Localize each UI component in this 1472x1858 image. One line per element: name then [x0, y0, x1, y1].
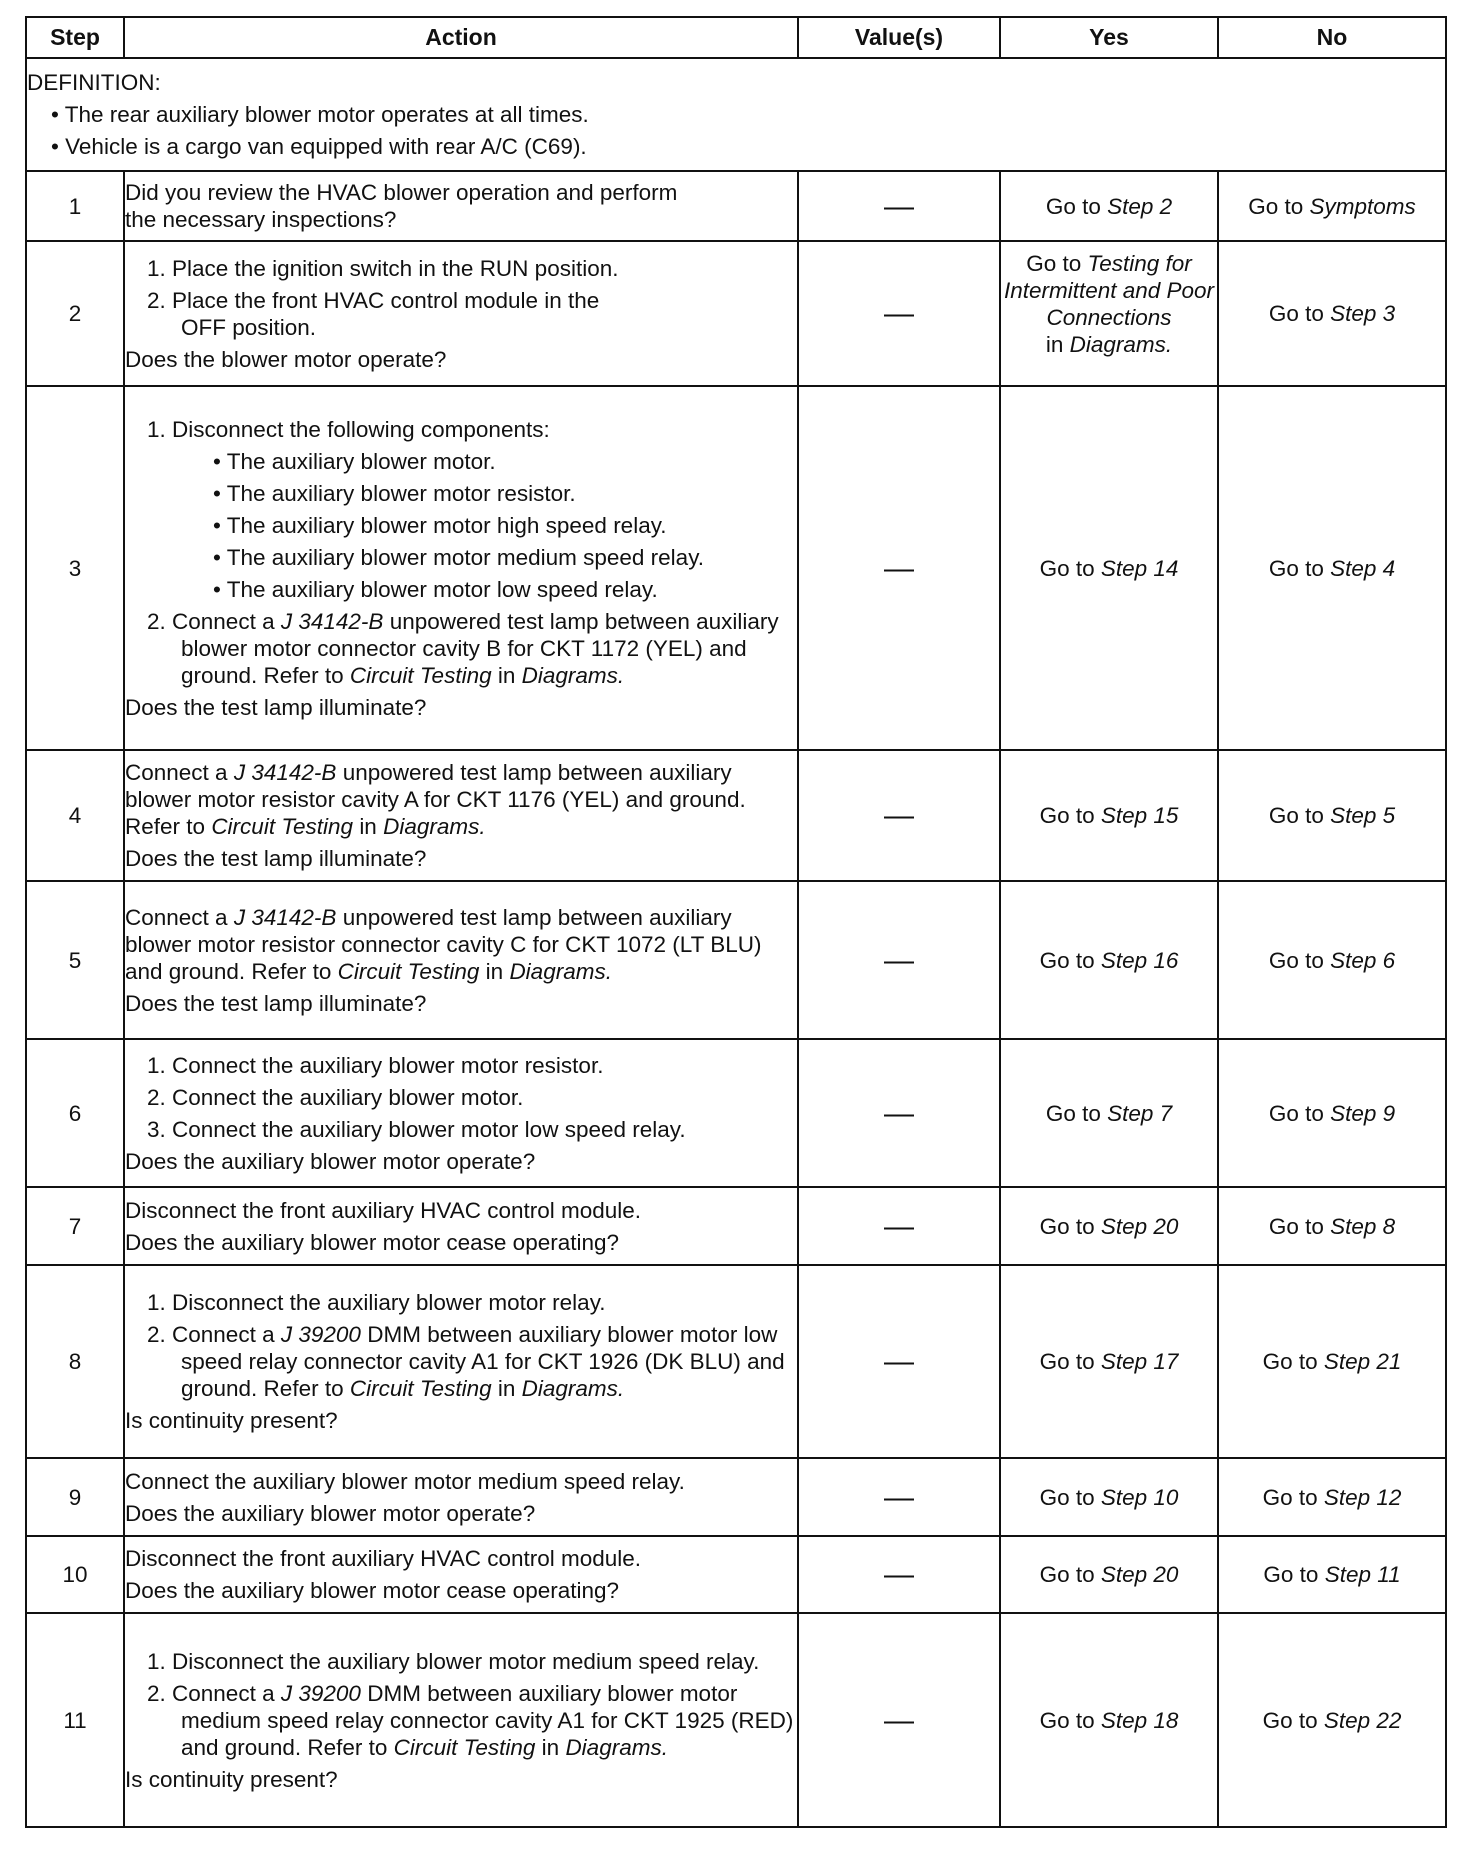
yes-link[interactable]: Step 16	[1100, 947, 1179, 973]
no-link[interactable]: Step 12	[1323, 1484, 1402, 1510]
action-cell: 1. Connect the auxiliary blower motor resistor. 2. Connect the auxiliary blower motor. 3. Connect the auxiliary blower motor low speed relay. Does the auxiliary blower motor operate?	[124, 1039, 798, 1187]
header-action: Action	[124, 17, 798, 58]
no-link[interactable]: Step 4	[1330, 555, 1396, 581]
table-row	[26, 386, 1446, 750]
step-number: 11	[26, 1613, 124, 1827]
step-number: 4	[26, 750, 124, 881]
step-number: 8	[26, 1265, 124, 1458]
header-step: Step	[26, 17, 124, 58]
action-cell: Connect a J 34142-B unpowered test lamp between auxiliary blower motor resistor cavity A for CKT 1176 (YEL) and ground. Refer to Circuit Testing in Diagrams. Does the test lamp illuminate?	[124, 750, 798, 881]
definition-bullet: • Vehicle is a cargo van equipped with rear A/C (C69).	[51, 134, 587, 159]
header-no: No	[1218, 17, 1446, 58]
yes-cell: Go to Step 20	[1000, 1187, 1218, 1265]
no-link[interactable]: Step 5	[1330, 803, 1396, 828]
value-cell: —	[798, 1039, 1000, 1187]
value-cell: —	[798, 1265, 1000, 1458]
step-number: 10	[26, 1536, 124, 1613]
step-number: 9	[26, 1458, 124, 1536]
value-cell: —	[798, 1536, 1000, 1613]
no-link[interactable]: Step 9	[1330, 1100, 1396, 1126]
yes-cell: Go to Step 10	[1000, 1458, 1218, 1536]
yes-link[interactable]: Step 14	[1100, 555, 1179, 581]
no-link[interactable]: Step 8	[1330, 1213, 1396, 1239]
no-cell: Go to Step 3	[1218, 241, 1446, 386]
value-cell: —	[798, 1187, 1000, 1265]
yes-cell: Go to Step 18	[1000, 1613, 1218, 1827]
action-cell: 1. Disconnect the auxiliary blower motor relay. 2. Connect a J 39200 DMM between auxiliary blower motor low speed relay connector cavity A1 for CKT 1926 (DK BLU) and ground. Refer to Circuit Testing in Diagrams. Is continuity present?	[124, 1265, 798, 1458]
step-number: 6	[26, 1039, 124, 1187]
yes-link[interactable]: Step 7	[1107, 1100, 1173, 1126]
no-cell: Go to Step 9	[1218, 1039, 1446, 1187]
value-cell: —	[798, 1613, 1000, 1827]
action-cell: Disconnect the front auxiliary HVAC control module. Does the auxiliary blower motor cease operating?	[124, 1187, 798, 1265]
table-row	[26, 750, 1446, 881]
step-number: 1	[26, 171, 124, 241]
no-cell: Go to Symptoms	[1218, 171, 1446, 241]
value-cell: —	[798, 750, 1000, 881]
action-cell: Connect the auxiliary blower motor medium speed relay. Does the auxiliary blower motor operate?	[124, 1458, 798, 1536]
no-cell: Go to Step 4	[1218, 386, 1446, 750]
table-row	[26, 1187, 1446, 1265]
definition-title: DEFINITION:	[27, 70, 161, 95]
action-cell: Did you review the HVAC blower operation and perform the necessary inspections?	[124, 171, 798, 241]
action-cell: Disconnect the front auxiliary HVAC control module. Does the auxiliary blower motor cease operating?	[124, 1536, 798, 1613]
no-link[interactable]: Step 22	[1323, 1707, 1402, 1733]
yes-link[interactable]: Step 17	[1100, 1349, 1179, 1374]
table-row	[26, 1536, 1446, 1613]
no-link[interactable]: Step 6	[1330, 947, 1396, 973]
header-values: Value(s)	[798, 17, 1000, 58]
diagnostic-table	[25, 16, 1447, 1828]
header-yes: Yes	[1000, 17, 1218, 58]
step-number: 7	[26, 1187, 124, 1265]
yes-link[interactable]: Step 15	[1100, 803, 1179, 828]
definition-bullet: • The rear auxiliary blower motor operates at all times.	[51, 102, 589, 127]
table-row	[26, 1613, 1446, 1827]
yes-cell: Go to Testing for Intermittent and Poor Connections in Diagrams.	[1000, 241, 1218, 386]
value-cell: —	[798, 881, 1000, 1039]
yes-cell: Go to Step 2	[1000, 171, 1218, 241]
yes-link[interactable]: Testing for Intermittent and Poor Connections	[1003, 251, 1215, 330]
no-cell: Go to Step 11	[1218, 1536, 1446, 1613]
value-cell: —	[798, 1458, 1000, 1536]
step-number: 3	[26, 386, 124, 750]
table-row	[26, 241, 1446, 386]
yes-cell: Go to Step 15	[1000, 750, 1218, 881]
no-cell: Go to Step 12	[1218, 1458, 1446, 1536]
step-number: 5	[26, 881, 124, 1039]
action-cell: 1. Place the ignition switch in the RUN position. 2. Place the front HVAC control module in the OFF position. Does the blower motor operate?	[124, 241, 798, 386]
yes-link[interactable]: Step 2	[1107, 193, 1173, 219]
yes-cell: Go to Step 7	[1000, 1039, 1218, 1187]
table-row	[26, 1039, 1446, 1187]
no-link[interactable]: Step 21	[1323, 1349, 1402, 1374]
yes-cell: Go to Step 16	[1000, 881, 1218, 1039]
no-link[interactable]: Symptoms	[1309, 193, 1416, 219]
table-row	[26, 1265, 1446, 1458]
no-cell: Go to Step 8	[1218, 1187, 1446, 1265]
no-link[interactable]: Step 3	[1330, 301, 1396, 326]
yes-cell: Go to Step 20	[1000, 1536, 1218, 1613]
definition-row	[26, 58, 1446, 171]
definition-cell	[26, 58, 1446, 171]
no-cell: Go to Step 21	[1218, 1265, 1446, 1458]
no-cell: Go to Step 5	[1218, 750, 1446, 881]
no-link[interactable]: Step 11	[1324, 1562, 1401, 1587]
action-cell: 1. Disconnect the following components: • The auxiliary blower motor. • The auxiliary blower motor resistor. • The auxiliary blower motor high speed relay. • The auxiliary blower motor medium speed relay. • The auxiliary blower motor low speed relay. 2. Connect a J 34142-B unpowered test lamp between auxiliary blower motor connector cavity B for CKT 1172 (YEL) and ground. Refer to Circuit Testing in Diagrams. Does the test lamp illuminate?	[124, 386, 798, 750]
value-cell: —	[798, 241, 1000, 386]
yes-link[interactable]: Step 20	[1100, 1562, 1179, 1587]
header-row	[26, 17, 1446, 58]
no-cell: Go to Step 22	[1218, 1613, 1446, 1827]
yes-cell: Go to Step 17	[1000, 1265, 1218, 1458]
table-row	[26, 171, 1446, 241]
table-row	[26, 881, 1446, 1039]
yes-link[interactable]: Step 18	[1100, 1707, 1179, 1733]
yes-cell: Go to Step 14	[1000, 386, 1218, 750]
value-cell: —	[798, 171, 1000, 241]
action-cell: Connect a J 34142-B unpowered test lamp between auxiliary blower motor resistor connector cavity C for CKT 1072 (LT BLU) and ground. Refer to Circuit Testing in Diagrams. Does the test lamp illuminate?	[124, 881, 798, 1039]
value-cell: —	[798, 386, 1000, 750]
step-number: 2	[26, 241, 124, 386]
table-row	[26, 1458, 1446, 1536]
yes-link[interactable]: Step 10	[1100, 1484, 1179, 1510]
action-cell: 1. Disconnect the auxiliary blower motor medium speed relay. 2. Connect a J 39200 DMM between auxiliary blower motor medium speed relay connector cavity A1 for CKT 1925 (RED) and ground. Refer to Circuit Testing in Diagrams. Is continuity present?	[124, 1613, 798, 1827]
yes-link[interactable]: Step 20	[1100, 1213, 1179, 1239]
no-cell: Go to Step 6	[1218, 881, 1446, 1039]
